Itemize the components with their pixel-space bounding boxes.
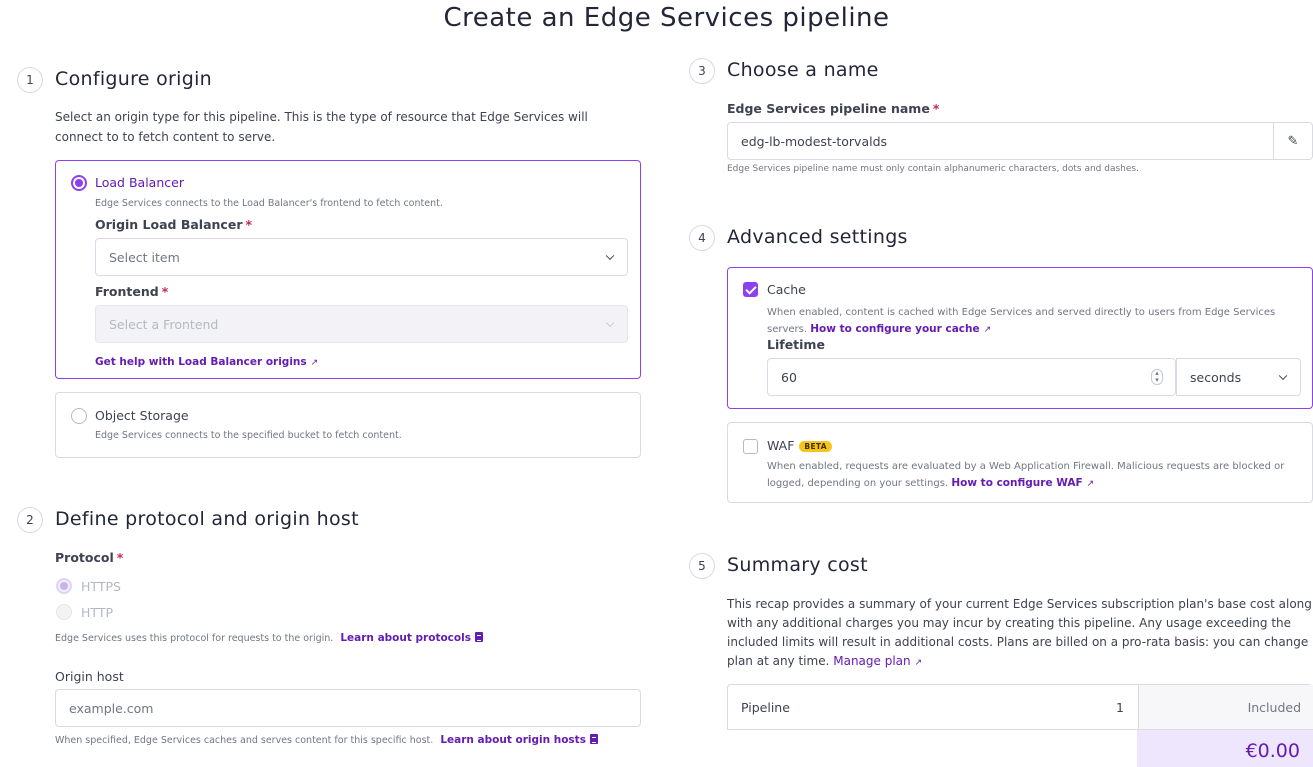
step-3-badge: 3 [689,58,715,84]
load-balancer-label: Load Balancer [95,175,184,190]
magic-wand-icon[interactable]: ✎ [1273,123,1312,159]
cache-card[interactable] [727,267,1313,409]
cache-help: When enabled, content is cached with Edge Services and served directly to users from Edge Services servers. How to configure your cache ↗ [767,305,1287,338]
pipeline-name-help: Edge Services pipeline name must only contain alphanumeric characters, dots and dashes. [727,164,1139,174]
lifetime-input[interactable] [767,358,1176,396]
pipeline-row-qty: 1 [1116,700,1124,715]
origin-hosts-link[interactable]: Learn about origin hosts [440,734,586,746]
summary-cost-heading: Summary cost [727,554,868,576]
step-5-badge: 5 [689,553,715,579]
waf-config-link[interactable]: How to configure WAF [951,477,1083,489]
external-link-icon: ↗ [310,358,319,368]
http-radio [56,604,72,620]
manage-plan-link[interactable]: Manage plan [833,654,911,668]
step-4-badge: 4 [689,225,715,251]
pipeline-name-input[interactable] [727,122,1313,160]
frontend-select [95,305,628,343]
choose-name-heading: Choose a name [727,59,879,81]
load-balancer-radio[interactable] [71,175,87,191]
chevron-down-icon [606,252,614,260]
object-storage-radio[interactable] [71,408,87,424]
advanced-settings-heading: Advanced settings [727,226,908,248]
origin-lb-select[interactable] [95,238,628,276]
load-balancer-card[interactable] [55,160,641,379]
waf-label: WAF BETA [767,438,832,453]
frontend-label: Frontend * [95,284,169,299]
step-2-badge: 2 [17,507,43,533]
pipeline-row-price: Included [1247,700,1301,715]
protocol-heading: Define protocol and origin host [55,508,359,530]
total-value: €0.00 [1245,740,1300,762]
step-1-badge: 1 [17,67,43,93]
price-cell [1138,685,1313,729]
protocol-label: Protocol * [55,550,124,565]
summary-table [727,684,1313,730]
stepper-icon[interactable]: ▴ ▾ [1151,369,1163,385]
load-balancer-help: Edge Services connects to the Load Balancer's frontend to fetch content. [95,198,443,209]
waf-card[interactable] [727,422,1313,503]
origin-lb-label: Origin Load Balancer * [95,217,253,232]
beta-badge: BETA [799,441,831,452]
object-storage-label: Object Storage [95,408,189,423]
origin-host-input[interactable] [55,689,641,727]
waf-checkbox[interactable] [743,439,758,454]
object-storage-help: Edge Services connects to the specified bucket to fetch content. [95,430,402,441]
lifetime-unit-value: seconds [1190,369,1242,385]
frontend-placeholder: Select a Frontend [109,316,219,332]
chevron-down-icon [1279,372,1287,380]
lifetime-label: Lifetime [767,337,825,352]
waf-help: When enabled, requests are evaluated by a Web Application Firewall. Malicious requests are blocked or logged, depending on your settings. How to configure WAF ↗ [767,459,1287,492]
page-title: Create an Edge Services pipeline [443,3,890,33]
protocols-link[interactable]: Learn about protocols [340,632,471,644]
origin-lb-placeholder: Select item [109,249,180,265]
cache-label: Cache [767,282,806,297]
origin-host-help: When specified, Edge Services caches and serves content for this specific host. Learn about origin hosts [55,734,598,746]
object-storage-card[interactable] [55,392,641,458]
protocol-help: Edge Services uses this protocol for requests to the origin. Learn about protocols [55,632,483,644]
pipeline-name-label: Edge Services pipeline name * [727,101,940,116]
cache-checkbox[interactable] [743,282,758,297]
https-radio [56,578,72,594]
external-link-icon: ↗ [983,325,992,335]
total-cell [1137,730,1313,767]
doc-icon [590,734,598,744]
configure-origin-heading: Configure origin [55,68,213,90]
pipeline-name-value: edg-lb-modest-torvalds [741,133,888,149]
https-label: HTTPS [81,579,121,594]
lifetime-value: 60 [781,369,797,385]
external-link-icon: ↗ [1086,479,1095,489]
lb-help-link[interactable]: Get help with Load Balancer origins ↗ [95,356,319,368]
external-link-icon: ↗ [914,658,923,668]
http-label: HTTP [81,605,113,620]
origin-host-label: Origin host [55,669,124,684]
pipeline-row-label: Pipeline [741,700,790,715]
doc-icon [475,632,483,642]
cache-config-link[interactable]: How to configure your cache [810,323,980,335]
configure-origin-description: Select an origin type for this pipeline. This is the type of resource that Edge Services will connect to to fetch content to serve. [55,110,588,144]
lifetime-unit-select[interactable] [1176,358,1301,396]
origin-host-placeholder: example.com [69,700,154,716]
summary-description: This recap provides a summary of your current Edge Services subscription plan's base cost along with any additional charges you may incur by creating this pipeline. Any usage exceeding the included limits will result in additional costs. Plans are billed on a pro-rata basis: you can change plan at any time. Manage plan ↗ [727,595,1313,673]
chevron-down-icon [606,319,614,327]
